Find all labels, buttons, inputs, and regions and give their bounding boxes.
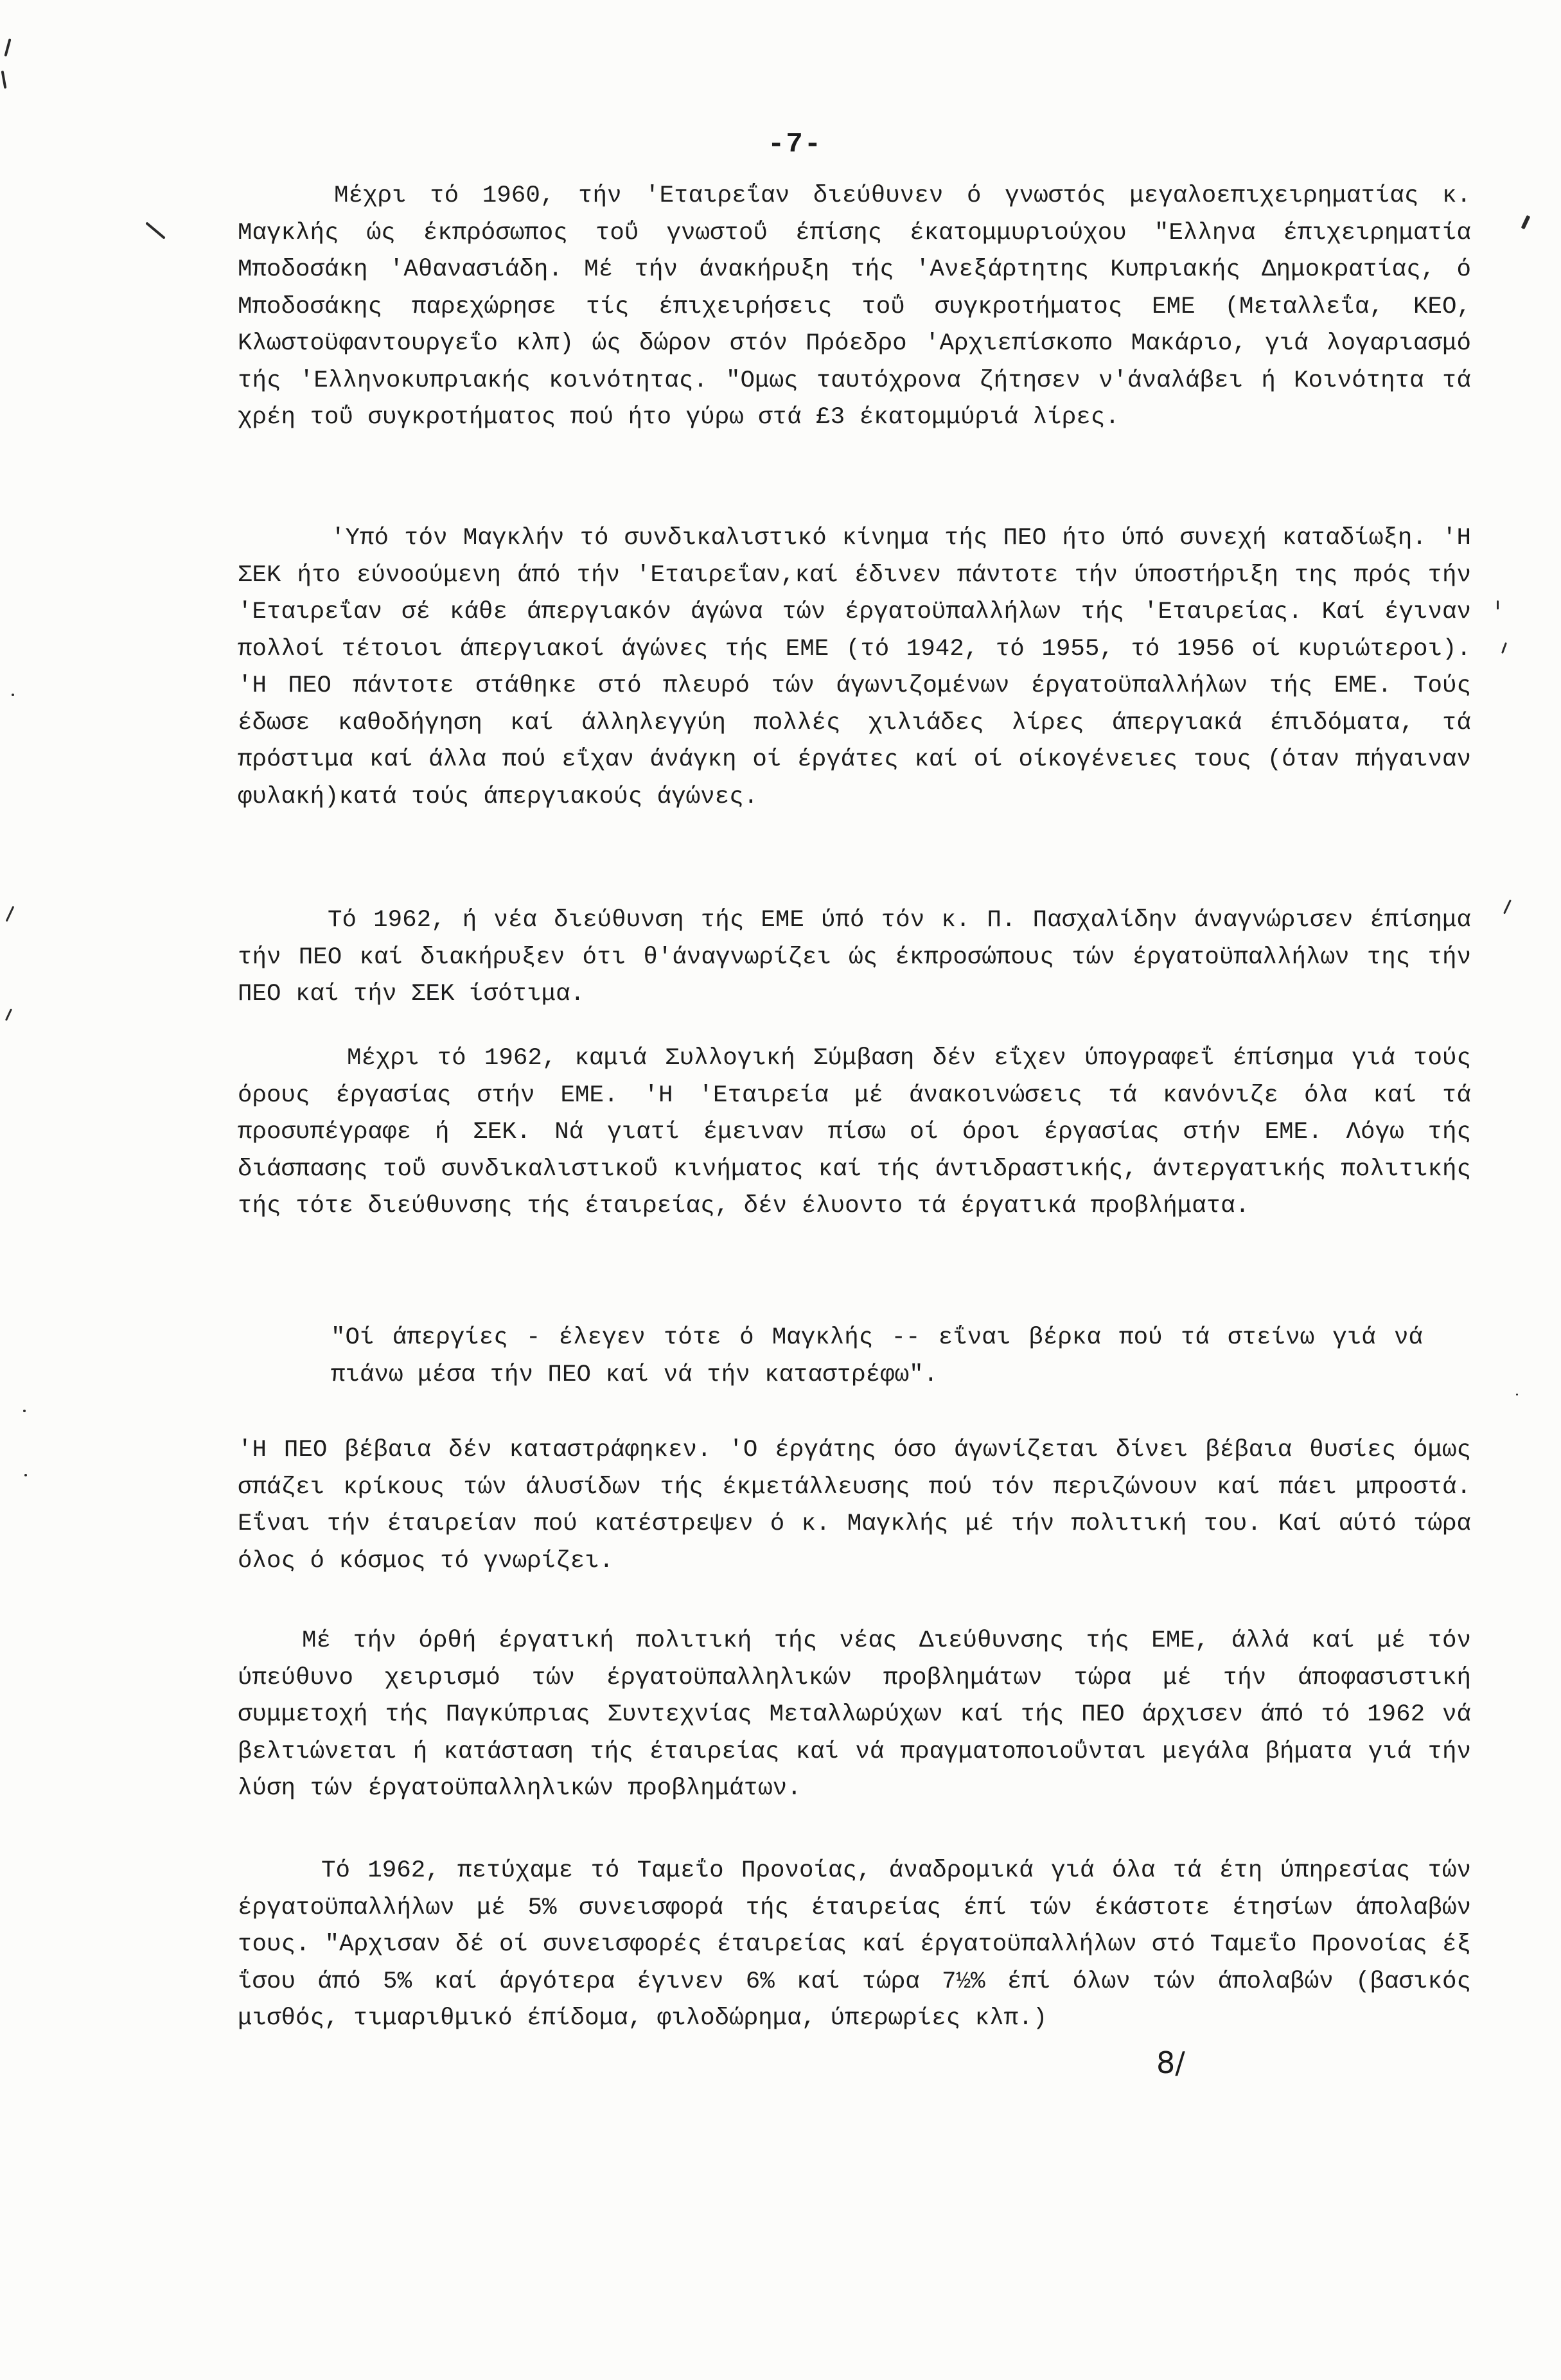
- scan-mark: [4, 39, 11, 57]
- scan-mark: [145, 222, 166, 239]
- scan-mark: [1516, 1394, 1518, 1396]
- paragraph-7: Τό 1962, πετύχαμε τό Ταμεΐο Προνοίας, άναδρομικά γιά όλα τά έτη ύπηρεσίας τών έργατοϋπαλλήλων μέ 5% συνεισφορά τής έταιρείας έπί τών έκάστοτε έτησίων άπολαβών τους. "Αρχισαν δέ οί συνεισφορές έταιρείας καί έργατοϋπαλλήλων στό Ταμεΐο Προνοίας έξ ΐσου άπό 5% καί άργότερα έγινεν 6% καί τώρα 7½% έπί όλων τών άπολαβών (βασικός μισθός, τιμαριθμικό έπίδομα, φιλοδώρημα, ύπερωρίες κλπ.): [238, 1857, 1471, 2032]
- paragraph-2: 'Υπό τόν Μαγκλήν τό συνδικαλιστικό κίνημα τής ΠΕΟ ήτο ύπό συνεχή καταδίωξη. 'Η ΣΕΚ ήτο εύνοούμενη άπό τήν 'Εταιρεΐαν,καί έδινεν πάντοτε τήν ύποστήριξη της πρός τήν 'Εταιρεΐαν σέ κάθε άπεργιακόν άγώνα τών έργατοϋπαλλήλων τής 'Εταιρείας. Καί έγιναν πολλοί τέτοιοι άπεργιακοί άγώνες τής ΕΜΕ (τό 1942, τό 1955, τό 1956 οί κυριώτεροι). 'Η ΠΕΟ πάντοτε στάθηκε στό πλευρό τών άγωνιζομένων έργατοϋπαλλήλων τής ΕΜΕ. Τούς έδωσε καθοδήγηση καί άλληλεγγύη πολλές χιλιάδες λίρες άπεργιακά έπιδόματα, τά πρόστιμα καί άλλα πού εΐχαν άνάγκη οί έργάτες καί οί οίκογένειες τους (όταν πήγαιναν φυλακή)κατά τούς άπεργιακούς άγώνες.: [238, 525, 1471, 810]
- scan-mark: [1497, 600, 1499, 609]
- paragraph-1: Μέχρι τό 1960, τήν 'Εταιρεΐαν διεύθυνεν ό γνωστός μεγαλοεπιχειρηματίας κ. Μαγκλής ώς έκπρόσωπος τοΰ γνωστοΰ έπίσης έκατομμυριούχου "Ελληνα έπιχειρηματία Μποδοσάκη 'Αθανασιάδη. Μέ τήν άνακήρυξη τής 'Ανεξάρτητης Κυπριακής Δημοκρατίας, ό Μποδοσάκης παρεχώρησε τίς έπιχειρήσεις τοΰ συγκροτήματος ΕΜΕ (Μεταλλεΐα, ΚΕΟ, Κλωστοϋφαντουργεΐο κλπ) ώς δώρον στόν Πρόεδρο 'Αρχιεπίσκοπο Μακάριο, γιά λογαριασμό τής 'Ελληνοκυπριακής κοινότητας. "Ομως ταυτόχρονα ζήτησεν ν'άναλάβει ή Κοινότητα τά χρέη τοΰ συγκροτήματος πού ήτο γύρω στά £3 έκατομμύριά λίρες.: [238, 182, 1471, 431]
- paragraph-3: Τό 1962, ή νέα διεύθυνση τής ΕΜΕ ύπό τόν κ. Π. Πασχαλίδην άναγνώρισεν έπίσημα τήν ΠΕΟ καί διακήρυξεν ότι θ'άναγνωρίζει ώς έκπροσώπους τών έργατοϋπαλλήλων της τήν ΠΕΟ καί τήν ΣΕΚ ίσότιμα.: [238, 907, 1471, 1008]
- scan-mark: [1503, 899, 1512, 914]
- scan-mark: [24, 1474, 27, 1476]
- quote-paragraph: "Οί άπεργίες - έλεγεν τότε ό Μαγκλής -- εΐναι βέρκα πού τά στείνω γιά νά πιάνω μέσα τήν ΠΕΟ καί νά τήν καταστρέφω".: [331, 1324, 1423, 1388]
- scan-mark: [5, 1008, 12, 1020]
- scan-mark: [1521, 215, 1531, 229]
- scan-mark: [12, 694, 14, 696]
- scan-mark: [1501, 642, 1507, 654]
- page-number: -7-: [768, 128, 823, 161]
- scan-mark: [1, 71, 7, 89]
- scan-mark: [23, 1410, 26, 1412]
- scan-mark: [6, 906, 15, 922]
- paragraph-4: Μέχρι τό 1962, καμιά Συλλογική Σύμβαση δέν εΐχεν ύπογραφεΐ έπίσημα γιά τούς όρους έργασίας στήν ΕΜΕ. 'Η 'Εταιρεία μέ άνακοινώσεις τά κανόνιζε όλα καί τά προσυπέγραφε ή ΣΕΚ. Νά γιατί έμειναν πίσω οί όροι έργασίας στήν ΕΜΕ. Λόγω τής διάσπασης τοΰ συνδικαλιστικοΰ κινήματος καί τής άντιδραστικής, άντεργατικής πολιτικής τής τότε διεύθυνσης τής έταιρείας, δέν έλυοντο τά έργατικά προβλήματα.: [238, 1045, 1471, 1220]
- paragraph-5: 'Η ΠΕΟ βέβαια δέν καταστράφηκεν. 'Ο έργάτης όσο άγωνίζεται δίνει βέβαια θυσίες όμως σπάζει κρίκους τών άλυσίδων τής έκμετάλλευσης πού τόν περιζώνουν καί πάει μπροστά. Εΐναι τήν έταιρείαν πού κατέστρεψεν ό κ. Μαγκλής μέ τήν πολιτική του. Καί αύτό τώρα όλος ό κόσμος τό γνωρίζει.: [238, 1437, 1471, 1575]
- paragraph-6: Μέ τήν όρθή έργατική πολιτική τής νέας Διεύθυνσης τής ΕΜΕ, άλλά καί μέ τόν ύπεύθυνο χειρισμό τών έργατοϋπαλληλικών προβλημάτων τώρα μέ τήν άποφασιστική συμμετοχή τής Παγκύπριας Συντεχνίας Μεταλλωρύχων καί τής ΠΕΟ άρχισεν άπό τό 1962 νά βελτιώνεται ή κατάσταση τής έταιρείας καί νά πραγματοποιοΰνται μεγάλα βήματα γιά τήν λύση τών έργατοϋπαλληλικών προβλημάτων.: [238, 1627, 1471, 1802]
- next-page-reference: 8/: [1156, 2045, 1185, 2080]
